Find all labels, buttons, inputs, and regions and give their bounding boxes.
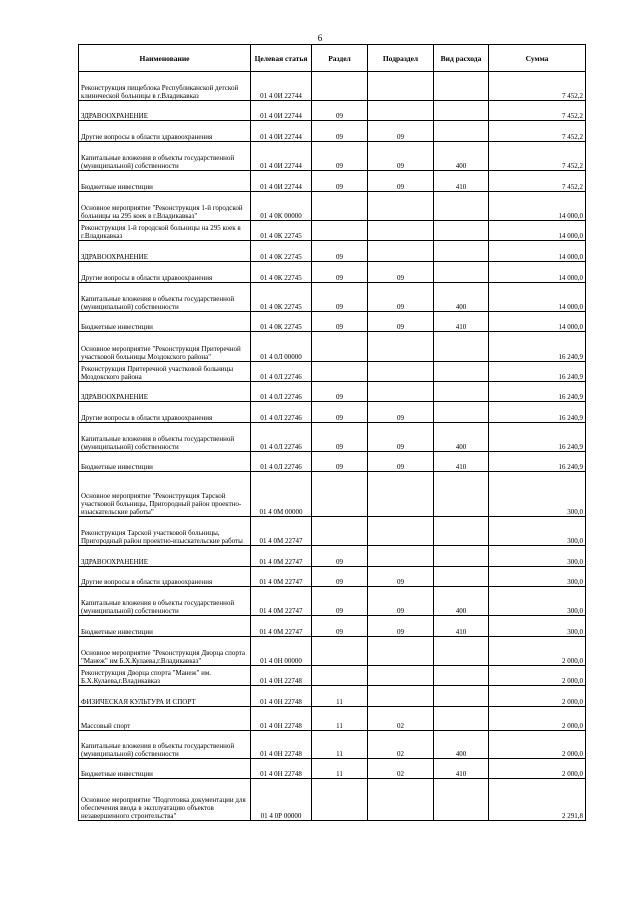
cell-sum: 2 000,0 [489, 731, 586, 759]
cell-target-code: 01 4 0И 22744 [251, 72, 312, 101]
cell-target-code: 01 4 0Л 22746 [251, 452, 312, 472]
cell-target-code: 01 4 0Л 22746 [251, 423, 312, 452]
cell-section: 11 [312, 731, 368, 759]
cell-expense-type [434, 332, 489, 362]
cell-target-code: 01 4 0К 22745 [251, 312, 312, 332]
cell-expense-type [434, 362, 489, 382]
cell-subsection: 09 [368, 587, 434, 616]
cell-sum: 14 000,0 [489, 221, 586, 241]
cell-expense-type: 400 [434, 283, 489, 312]
cell-section: 09 [312, 567, 368, 587]
cell-name: ФИЗИЧЕСКАЯ КУЛЬТУРА И СПОРТ [79, 686, 251, 707]
cell-subsection [368, 686, 434, 707]
cell-subsection [368, 241, 434, 262]
cell-name: Капитальные вложения в объекты государственной (муниципальной) собственности [79, 423, 251, 452]
cell-section [312, 362, 368, 382]
cell-expense-type: 400 [434, 587, 489, 616]
table-row [79, 587, 586, 616]
cell-name: Массовый спорт [79, 707, 251, 731]
table-row [79, 546, 586, 567]
table-row [79, 312, 586, 332]
cell-section: 09 [312, 101, 368, 121]
table-row [79, 362, 586, 382]
cell-section [312, 666, 368, 686]
cell-subsection: 09 [368, 567, 434, 587]
cell-target-code: 01 4 0К 22745 [251, 221, 312, 241]
cell-name: Основное мероприятие "Реконструкция Тарской участковой больницы, Пригородный район проектно-изыскательские работы" [79, 472, 251, 517]
cell-section [312, 332, 368, 362]
cell-target-code: 01 4 0Н 22748 [251, 666, 312, 686]
cell-sum: 16 240,9 [489, 423, 586, 452]
cell-subsection [368, 472, 434, 517]
table-row [79, 382, 586, 402]
table-row [79, 423, 586, 452]
cell-section: 09 [312, 142, 368, 171]
cell-expense-type [434, 517, 489, 546]
cell-sum: 300,0 [489, 546, 586, 567]
cell-subsection [368, 101, 434, 121]
cell-section: 11 [312, 686, 368, 707]
cell-expense-type [434, 637, 489, 666]
cell-sum: 2 000,0 [489, 637, 586, 666]
cell-subsection: 09 [368, 312, 434, 332]
cell-subsection [368, 546, 434, 567]
cell-name: Реконструкция Тарской участковой больницы, Пригородный район проектно-изыскательские работы [79, 517, 251, 546]
cell-sum: 2 291,8 [489, 779, 586, 821]
table-row [79, 283, 586, 312]
cell-section: 09 [312, 262, 368, 283]
cell-sum: 300,0 [489, 567, 586, 587]
cell-target-code: 01 4 0К 22745 [251, 241, 312, 262]
cell-expense-type [434, 72, 489, 101]
cell-target-code: 01 4 0Н 22748 [251, 686, 312, 707]
cell-expense-type [434, 666, 489, 686]
cell-target-code: 01 4 0К 22745 [251, 262, 312, 283]
cell-name: Реконструкция 1-й городской больницы на 295 коек в г.Владикавказ [79, 221, 251, 241]
table-header-row [79, 45, 586, 72]
cell-sum: 2 000,0 [489, 686, 586, 707]
cell-subsection: 09 [368, 616, 434, 637]
cell-name: Бюджетные инвестиции [79, 452, 251, 472]
table-row [79, 192, 586, 221]
cell-expense-type: 410 [434, 759, 489, 779]
cell-sum: 300,0 [489, 616, 586, 637]
cell-expense-type: 400 [434, 731, 489, 759]
cell-sum: 7 452,2 [489, 72, 586, 101]
cell-expense-type: 410 [434, 312, 489, 332]
cell-subsection: 09 [368, 262, 434, 283]
cell-section [312, 779, 368, 821]
cell-section: 09 [312, 283, 368, 312]
cell-sum: 16 240,9 [489, 452, 586, 472]
cell-section [312, 472, 368, 517]
cell-name: ЗДРАВООХРАНЕНИЕ [79, 241, 251, 262]
cell-sum: 14 000,0 [489, 241, 586, 262]
cell-sum: 14 000,0 [489, 283, 586, 312]
cell-sum: 16 240,9 [489, 382, 586, 402]
cell-section: 11 [312, 759, 368, 779]
table-row [79, 262, 586, 283]
cell-expense-type: 400 [434, 423, 489, 452]
cell-section: 09 [312, 546, 368, 567]
cell-sum: 2 000,0 [489, 666, 586, 686]
cell-section: 09 [312, 423, 368, 452]
table-row [79, 121, 586, 142]
cell-subsection: 09 [368, 142, 434, 171]
cell-sum: 7 452,2 [489, 101, 586, 121]
cell-name: Капитальные вложения в объекты государственной (муниципальной) собственности [79, 587, 251, 616]
cell-expense-type [434, 567, 489, 587]
cell-expense-type [434, 707, 489, 731]
cell-target-code: 01 4 0М 22747 [251, 587, 312, 616]
cell-sum: 16 240,9 [489, 402, 586, 423]
cell-target-code: 01 4 0Л 22746 [251, 382, 312, 402]
cell-section: 11 [312, 707, 368, 731]
cell-section: 09 [312, 616, 368, 637]
table-row [79, 666, 586, 686]
cell-section [312, 72, 368, 101]
cell-target-code: 01 4 0К 22745 [251, 283, 312, 312]
cell-target-code: 01 4 0Н 00000 [251, 637, 312, 666]
table-row [79, 142, 586, 171]
cell-subsection: 02 [368, 731, 434, 759]
cell-expense-type [434, 686, 489, 707]
cell-subsection: 09 [368, 452, 434, 472]
cell-subsection [368, 779, 434, 821]
budget-table [78, 44, 586, 821]
cell-name: Другие вопросы в области здравоохранения [79, 262, 251, 283]
table-row [79, 637, 586, 666]
cell-subsection: 09 [368, 171, 434, 192]
cell-name: Основное мероприятие "Реконструкция 1-й городской больницы на 295 коек в г.Владикавказ" [79, 192, 251, 221]
cell-sum: 2 000,0 [489, 759, 586, 779]
table-body [79, 72, 586, 821]
header-sum: Сумма [489, 45, 586, 72]
cell-section [312, 221, 368, 241]
table-row [79, 517, 586, 546]
cell-name: Другие вопросы в области здравоохранения [79, 567, 251, 587]
table-row [79, 402, 586, 423]
cell-sum: 7 452,2 [489, 121, 586, 142]
cell-subsection: 09 [368, 121, 434, 142]
cell-sum: 16 240,9 [489, 332, 586, 362]
cell-section: 09 [312, 171, 368, 192]
cell-sum: 16 240,9 [489, 362, 586, 382]
cell-name: Бюджетные инвестиции [79, 171, 251, 192]
cell-expense-type [434, 472, 489, 517]
table-row [79, 616, 586, 637]
cell-expense-type [434, 221, 489, 241]
cell-expense-type [434, 101, 489, 121]
cell-name: Капитальные вложения в объекты государственной (муниципальной) собственности [79, 731, 251, 759]
cell-section: 09 [312, 121, 368, 142]
cell-target-code: 01 4 0Н 22748 [251, 759, 312, 779]
cell-sum: 300,0 [489, 587, 586, 616]
cell-section: 09 [312, 382, 368, 402]
cell-sum: 14 000,0 [489, 312, 586, 332]
cell-subsection [368, 637, 434, 666]
cell-name: Реконструкция пищеблока Республиканской детской клинической больницы в г.Владикавказ [79, 72, 251, 101]
cell-target-code: 01 4 0М 00000 [251, 472, 312, 517]
cell-subsection: 09 [368, 423, 434, 452]
cell-name: Реконструкция Притеречной участковой больницы Моздокского района [79, 362, 251, 382]
cell-expense-type: 400 [434, 142, 489, 171]
cell-expense-type [434, 241, 489, 262]
header-section: Раздел [312, 45, 368, 72]
cell-target-code: 01 4 0Н 22748 [251, 731, 312, 759]
cell-name: Капитальные вложения в объекты государственной (муниципальной) собственности [79, 283, 251, 312]
header-expense: Вид расхода [434, 45, 489, 72]
cell-target-code: 01 4 0Л 22746 [251, 362, 312, 382]
cell-target-code: 01 4 0И 22744 [251, 121, 312, 142]
header-code: Целевая статья [251, 45, 312, 72]
cell-expense-type [434, 779, 489, 821]
cell-sum: 2 000,0 [489, 707, 586, 731]
cell-subsection [368, 332, 434, 362]
table-row [79, 686, 586, 707]
cell-expense-type [434, 402, 489, 423]
table-row [79, 472, 586, 517]
table-row [79, 171, 586, 192]
cell-name: Основное мероприятие "Реконструкция Дворца спорта "Манеж" им Б.Х.Кулаева,г.Владикавказ" [79, 637, 251, 666]
cell-sum: 7 452,2 [489, 142, 586, 171]
table-row [79, 707, 586, 731]
cell-subsection: 02 [368, 759, 434, 779]
cell-expense-type: 410 [434, 616, 489, 637]
cell-expense-type [434, 262, 489, 283]
cell-section: 09 [312, 452, 368, 472]
table-row [79, 72, 586, 101]
table-row [79, 221, 586, 241]
header-name: Наименование [79, 45, 251, 72]
cell-expense-type: 410 [434, 452, 489, 472]
cell-name: Бюджетные инвестиции [79, 759, 251, 779]
cell-subsection [368, 382, 434, 402]
cell-target-code: 01 4 0Н 22748 [251, 707, 312, 731]
cell-target-code: 01 4 0М 22747 [251, 546, 312, 567]
table-row [79, 759, 586, 779]
cell-subsection [368, 666, 434, 686]
cell-expense-type: 410 [434, 171, 489, 192]
cell-target-code: 01 4 0М 22747 [251, 616, 312, 637]
cell-sum: 14 000,0 [489, 192, 586, 221]
cell-expense-type [434, 192, 489, 221]
cell-section [312, 517, 368, 546]
cell-name: Основное мероприятие "Реконструкция Притеречной участковой больницы Моздокского района" [79, 332, 251, 362]
cell-section: 09 [312, 312, 368, 332]
table-row [79, 731, 586, 759]
cell-sum: 14 000,0 [489, 262, 586, 283]
table-row [79, 101, 586, 121]
cell-target-code: 01 4 0М 22747 [251, 567, 312, 587]
page-number: 6 [317, 33, 323, 43]
cell-name: Бюджетные инвестиции [79, 616, 251, 637]
cell-sum: 7 452,2 [489, 171, 586, 192]
cell-section [312, 637, 368, 666]
cell-target-code: 01 4 0Л 22746 [251, 402, 312, 423]
header-subsection: Подраздел [368, 45, 434, 72]
cell-sum: 300,0 [489, 517, 586, 546]
cell-target-code: 01 4 0Л 00000 [251, 332, 312, 362]
cell-name: Другие вопросы в области здравоохранения [79, 402, 251, 423]
cell-name: ЗДРАВООХРАНЕНИЕ [79, 546, 251, 567]
cell-expense-type [434, 121, 489, 142]
cell-name: Бюджетные инвестиции [79, 312, 251, 332]
cell-subsection: 02 [368, 707, 434, 731]
cell-target-code: 01 4 0Р 00000 [251, 779, 312, 821]
cell-name: Основное мероприятие "Подготовка документации для обеспечения ввода в эксплуатацию объектов незавершенного строительства" [79, 779, 251, 821]
cell-sum: 300,0 [489, 472, 586, 517]
cell-subsection [368, 221, 434, 241]
cell-subsection [368, 72, 434, 101]
cell-section: 09 [312, 402, 368, 423]
table-row [79, 332, 586, 362]
cell-target-code: 01 4 0И 22744 [251, 142, 312, 171]
cell-subsection: 09 [368, 402, 434, 423]
cell-name: Капитальные вложения в объекты государственной (муниципальной) собственности [79, 142, 251, 171]
cell-target-code: 01 4 0И 22744 [251, 101, 312, 121]
cell-name: Реконструкция Дворца спорта "Манеж" им. Б.Х.Кулаева,г.Владикавказ [79, 666, 251, 686]
cell-subsection [368, 192, 434, 221]
table-row [79, 241, 586, 262]
table-row [79, 452, 586, 472]
cell-name: ЗДРАВООХРАНЕНИЕ [79, 382, 251, 402]
cell-section [312, 192, 368, 221]
cell-section: 09 [312, 241, 368, 262]
cell-expense-type [434, 546, 489, 567]
cell-target-code: 01 4 0М 22747 [251, 517, 312, 546]
table-row [79, 567, 586, 587]
cell-subsection: 09 [368, 283, 434, 312]
cell-name: Другие вопросы в области здравоохранения [79, 121, 251, 142]
cell-target-code: 01 4 0И 22744 [251, 171, 312, 192]
cell-subsection [368, 362, 434, 382]
cell-expense-type [434, 382, 489, 402]
cell-subsection [368, 517, 434, 546]
cell-target-code: 01 4 0К 00000 [251, 192, 312, 221]
cell-section: 09 [312, 587, 368, 616]
cell-name: ЗДРАВООХРАНЕНИЕ [79, 101, 251, 121]
table-row [79, 779, 586, 821]
